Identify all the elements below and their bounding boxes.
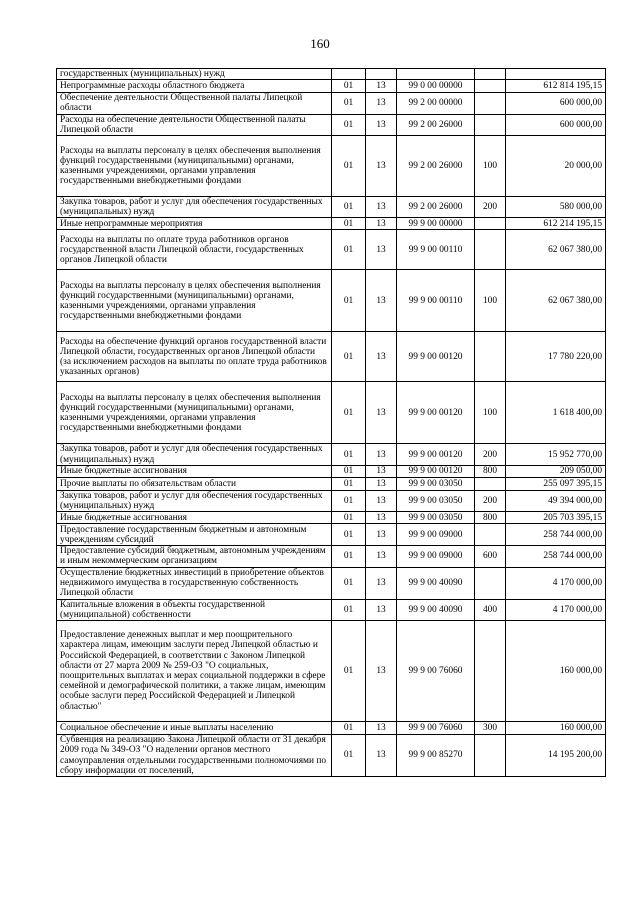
row-name: Закупка товаров, работ и услуг для обеспечения государственных (муниципальных) нужд <box>57 490 332 511</box>
row-expense-type: 200 <box>475 444 506 465</box>
row-amount: 209 050,00 <box>506 465 606 477</box>
row-expense-type <box>475 80 506 93</box>
table-row <box>57 599 606 620</box>
row-ministry: 01 <box>332 722 366 735</box>
row-target-article: 99 9 00 00120 <box>397 382 475 444</box>
row-amount: 160 000,00 <box>506 722 606 735</box>
row-ministry: 01 <box>332 524 366 546</box>
row-ministry: 01 <box>332 512 366 524</box>
row-ministry: 01 <box>332 490 366 511</box>
table-row <box>57 114 606 135</box>
row-section <box>366 69 397 80</box>
row-name: Расходы на выплаты персоналу в целях обеспечения выполнения функций государственными (муниципальными) органами, казенными учреждениями, органами управления государственными внебюджетными фондами <box>57 136 332 197</box>
row-name: государственных (муниципальных) нужд <box>57 69 332 80</box>
row-section: 13 <box>366 270 397 332</box>
row-ministry: 01 <box>332 546 366 567</box>
row-section: 13 <box>366 546 397 567</box>
row-expense-type: 200 <box>475 197 506 218</box>
row-ministry: 01 <box>332 444 366 465</box>
table-row <box>57 332 606 382</box>
row-amount: 612 814 195,15 <box>506 80 606 93</box>
row-name: Предоставление субсидий бюджетным, автономным учреждениям и иным некоммерческим организациям <box>57 546 332 567</box>
row-name: Расходы на выплаты по оплате труда работников органов государственной власти Липецкой области, государственных органов Липецкой области <box>57 230 332 270</box>
row-amount: 4 170 000,00 <box>506 599 606 620</box>
page-number: 160 <box>310 36 330 51</box>
row-target-article: 99 9 00 85270 <box>397 735 475 777</box>
row-target-article: 99 9 00 00120 <box>397 332 475 382</box>
row-expense-type: 100 <box>475 382 506 444</box>
row-section: 13 <box>366 80 397 93</box>
row-ministry: 01 <box>332 136 366 197</box>
row-amount: 258 744 000,00 <box>506 546 606 567</box>
table-row <box>57 218 606 230</box>
row-target-article: 99 9 00 00110 <box>397 270 475 332</box>
row-name: Закупка товаров, работ и услуг для обеспечения государственных (муниципальных) нужд <box>57 197 332 218</box>
row-section: 13 <box>366 136 397 197</box>
row-name: Расходы на выплаты персоналу в целях обеспечения выполнения функций государственными (муниципальными) органами, казенными учреждениями, органами управления государственными внебюджетными фондами <box>57 382 332 444</box>
row-amount: 1 618 400,00 <box>506 382 606 444</box>
row-name: Закупка товаров, работ и услуг для обеспечения государственных (муниципальных) нужд <box>57 444 332 465</box>
row-expense-type <box>475 114 506 135</box>
row-name: Предоставление государственным бюджетным и автономным учреждениям субсидий <box>57 524 332 546</box>
row-section: 13 <box>366 230 397 270</box>
row-name: Расходы на выплаты персоналу в целях обеспечения выполнения функций государственными (муниципальными) органами, казенными учреждениями, органами управления государственными внебюджетными фондами <box>57 270 332 332</box>
row-amount: 600 000,00 <box>506 114 606 135</box>
row-name: Обеспечение деятельности Общественной палаты Липецкой области <box>57 93 332 114</box>
row-target-article: 99 9 00 00120 <box>397 465 475 477</box>
row-amount: 49 394 000,00 <box>506 490 606 511</box>
row-amount: 15 952 770,00 <box>506 444 606 465</box>
table-row <box>57 80 606 93</box>
row-name: Социальное обеспечение и иные выплаты населению <box>57 722 332 735</box>
row-amount: 62 067 380,00 <box>506 270 606 332</box>
row-expense-type <box>475 69 506 80</box>
table-row <box>57 567 606 599</box>
table-row <box>57 69 606 80</box>
row-amount: 62 067 380,00 <box>506 230 606 270</box>
row-ministry: 01 <box>332 465 366 477</box>
row-target-article: 99 9 00 76060 <box>397 722 475 735</box>
row-name: Расходы на обеспечение функций органов государственной власти Липецкой области, государственных органов Липецкой области (за исключением расходов на выплаты по оплате труда работников указанных органов) <box>57 332 332 382</box>
row-amount: 580 000,00 <box>506 197 606 218</box>
row-expense-type <box>475 332 506 382</box>
row-section: 13 <box>366 114 397 135</box>
row-ministry: 01 <box>332 270 366 332</box>
row-ministry: 01 <box>332 599 366 620</box>
row-target-article: 99 9 00 76060 <box>397 621 475 722</box>
row-section: 13 <box>366 567 397 599</box>
table-row <box>57 735 606 777</box>
row-amount: 258 744 000,00 <box>506 524 606 546</box>
row-target-article: 99 2 00 26000 <box>397 114 475 135</box>
row-amount <box>506 69 606 80</box>
row-ministry: 01 <box>332 93 366 114</box>
table-row <box>57 490 606 511</box>
row-ministry <box>332 69 366 80</box>
row-name: Иные бюджетные ассигнования <box>57 512 332 524</box>
table-row <box>57 621 606 722</box>
row-expense-type <box>475 567 506 599</box>
row-section: 13 <box>366 735 397 777</box>
row-section: 13 <box>366 722 397 735</box>
row-section: 13 <box>366 621 397 722</box>
table-row <box>57 444 606 465</box>
row-ministry: 01 <box>332 621 366 722</box>
row-expense-type <box>475 477 506 490</box>
row-expense-type: 800 <box>475 512 506 524</box>
row-ministry: 01 <box>332 332 366 382</box>
row-name: Иные бюджетные ассигнования <box>57 465 332 477</box>
row-amount: 255 097 395,15 <box>506 477 606 490</box>
row-ministry: 01 <box>332 735 366 777</box>
row-expense-type <box>475 218 506 230</box>
row-section: 13 <box>366 477 397 490</box>
row-amount: 600 000,00 <box>506 93 606 114</box>
row-expense-type: 400 <box>475 599 506 620</box>
row-ministry: 01 <box>332 567 366 599</box>
row-target-article: 99 2 00 26000 <box>397 136 475 197</box>
row-section: 13 <box>366 524 397 546</box>
table-row <box>57 512 606 524</box>
row-expense-type: 800 <box>475 465 506 477</box>
table-row <box>57 382 606 444</box>
row-amount: 20 000,00 <box>506 136 606 197</box>
table-row <box>57 270 606 332</box>
row-name: Расходы на обеспечение деятельности Общественной палаты Липецкой области <box>57 114 332 135</box>
row-section: 13 <box>366 93 397 114</box>
table-row <box>57 197 606 218</box>
row-target-article: 99 9 00 40090 <box>397 567 475 599</box>
row-target-article: 99 2 00 26000 <box>397 197 475 218</box>
row-expense-type: 100 <box>475 136 506 197</box>
row-name: Непрограммные расходы областного бюджета <box>57 80 332 93</box>
table-row <box>57 465 606 477</box>
row-target-article: 99 9 00 09000 <box>397 524 475 546</box>
row-section: 13 <box>366 599 397 620</box>
row-expense-type <box>475 524 506 546</box>
table-row <box>57 722 606 735</box>
row-target-article: 99 9 00 00110 <box>397 230 475 270</box>
row-name: Иные непрограммные мероприятия <box>57 218 332 230</box>
row-section: 13 <box>366 197 397 218</box>
row-amount: 612 214 195,15 <box>506 218 606 230</box>
row-name: Осуществление бюджетных инвестиций в приобретение объектов недвижимого имущества в государственную собственность Липецкой области <box>57 567 332 599</box>
row-section: 13 <box>366 444 397 465</box>
row-section: 13 <box>366 490 397 511</box>
row-name: Субвенция на реализацию Закона Липецкой области от 31 декабря 2009 года № 349-ОЗ "О наделении органов местного самоуправления отдельными государственными полномочиями по сбору информации от поселений, <box>57 735 332 777</box>
table-row <box>57 93 606 114</box>
table-row <box>57 524 606 546</box>
row-target-article: 99 9 00 09000 <box>397 546 475 567</box>
table-row <box>57 136 606 197</box>
row-ministry: 01 <box>332 197 366 218</box>
row-expense-type: 100 <box>475 270 506 332</box>
row-ministry: 01 <box>332 218 366 230</box>
row-target-article: 99 0 00 00000 <box>397 80 475 93</box>
row-target-article: 99 9 00 03050 <box>397 490 475 511</box>
row-expense-type: 300 <box>475 722 506 735</box>
row-ministry: 01 <box>332 114 366 135</box>
row-section: 13 <box>366 332 397 382</box>
row-section: 13 <box>366 218 397 230</box>
row-name: Предоставление денежных выплат и мер поощрительного характера лицам, имеющим заслуги перед Липецкой областью и Российской Федерацией, в соответствии с Законом Липецкой области от 27 марта 2009 № 259-ОЗ "О социальных, поощрительных выплатах и мерах социальной поддержки в сфере семейной и демографической политики, а также лицам, имеющим особые заслуги перед Российской Федерацией и Липецкой областью" <box>57 621 332 722</box>
row-amount: 4 170 000,00 <box>506 567 606 599</box>
row-expense-type: 600 <box>475 546 506 567</box>
row-target-article: 99 9 00 00000 <box>397 218 475 230</box>
row-expense-type <box>475 621 506 722</box>
row-target-article: 99 2 00 00000 <box>397 93 475 114</box>
row-ministry: 01 <box>332 230 366 270</box>
row-expense-type <box>475 230 506 270</box>
row-section: 13 <box>366 512 397 524</box>
row-target-article: 99 9 00 03050 <box>397 512 475 524</box>
row-section: 13 <box>366 382 397 444</box>
row-name: Прочие выплаты по обязательствам области <box>57 477 332 490</box>
row-ministry: 01 <box>332 80 366 93</box>
row-ministry: 01 <box>332 477 366 490</box>
row-target-article <box>397 69 475 80</box>
row-section: 13 <box>366 465 397 477</box>
row-target-article: 99 9 00 03050 <box>397 477 475 490</box>
row-amount: 205 703 395,15 <box>506 512 606 524</box>
row-target-article: 99 9 00 00120 <box>397 444 475 465</box>
row-name: Капитальные вложения в объекты государственной (муниципальной) собственности <box>57 599 332 620</box>
row-target-article: 99 9 00 40090 <box>397 599 475 620</box>
row-ministry: 01 <box>332 382 366 444</box>
row-expense-type <box>475 93 506 114</box>
table-row <box>57 546 606 567</box>
row-amount: 160 000,00 <box>506 621 606 722</box>
table-row <box>57 230 606 270</box>
row-expense-type: 200 <box>475 490 506 511</box>
row-amount: 17 780 220,00 <box>506 332 606 382</box>
budget-table <box>56 68 606 777</box>
row-amount: 14 195 200,00 <box>506 735 606 777</box>
table-row <box>57 477 606 490</box>
row-expense-type <box>475 735 506 777</box>
